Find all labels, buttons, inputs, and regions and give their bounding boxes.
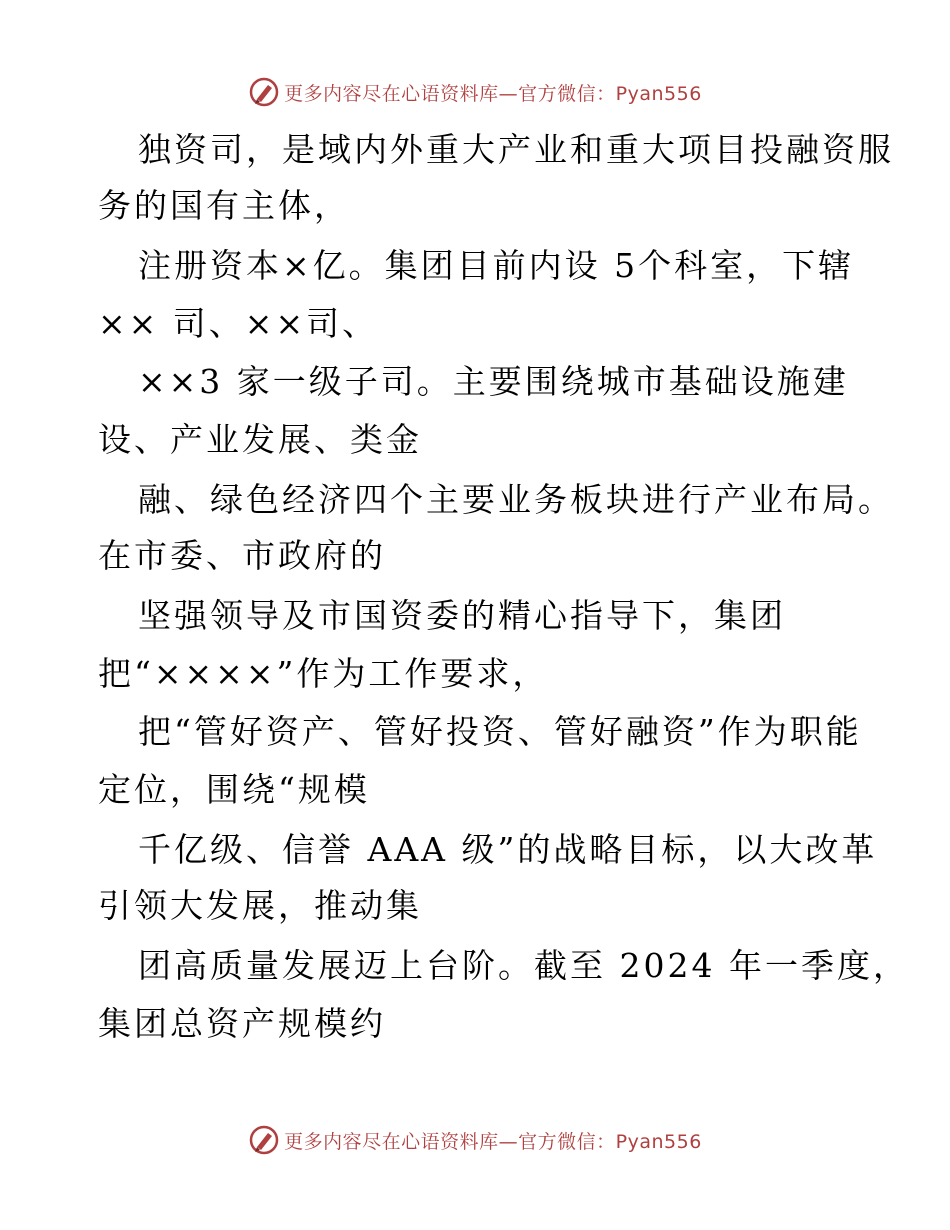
body-line: ××3 家一级子司。主要围绕城市基础设施建 [138, 362, 849, 401]
body-line: 融、绿色经济四个主要业务板块进行产业布局。 [138, 480, 894, 519]
body-line: 集团总资产规模约 [98, 1004, 386, 1043]
body-line: 把“××××”作为工作要求， [98, 654, 549, 693]
body-line: 引领大发展，推动集 [98, 886, 422, 925]
body-line: 设、产业发展、类金 [98, 420, 422, 459]
footer-banner [0, 1120, 950, 1160]
pen-logo-icon [248, 1124, 280, 1156]
body-line: 把“管好资产、管好投资、管好融资”作为职能 [138, 712, 862, 751]
pen-logo-icon [248, 76, 280, 108]
body-line: 务的国有主体， [98, 186, 350, 225]
body-line: ×× 司、××司、 [98, 304, 379, 343]
footer-banner-text: 更多内容尽在心语资料库—官方微信：Pyan556 [284, 1130, 702, 1153]
header-banner-text: 更多内容尽在心语资料库—官方微信：Pyan556 [284, 82, 702, 105]
body-line: 在市委、市政府的 [98, 536, 386, 575]
body-line: 坚强领导及市国资委的精心指导下，集团 [138, 596, 786, 635]
header-banner [0, 72, 950, 112]
body-line: 千亿级、信誉 AAA 级”的战略目标，以大改革 [138, 830, 878, 869]
body-line: 定位，围绕“规模 [98, 770, 370, 809]
body-line: 团高质量发展迈上台阶。截至 2024 年一季度， [138, 946, 909, 985]
body-line: 注册资本×亿。集团目前内设 5个科室，下辖 [138, 246, 855, 285]
body-line: 独资司，是域内外重大产业和重大项目投融资服 [138, 130, 894, 169]
